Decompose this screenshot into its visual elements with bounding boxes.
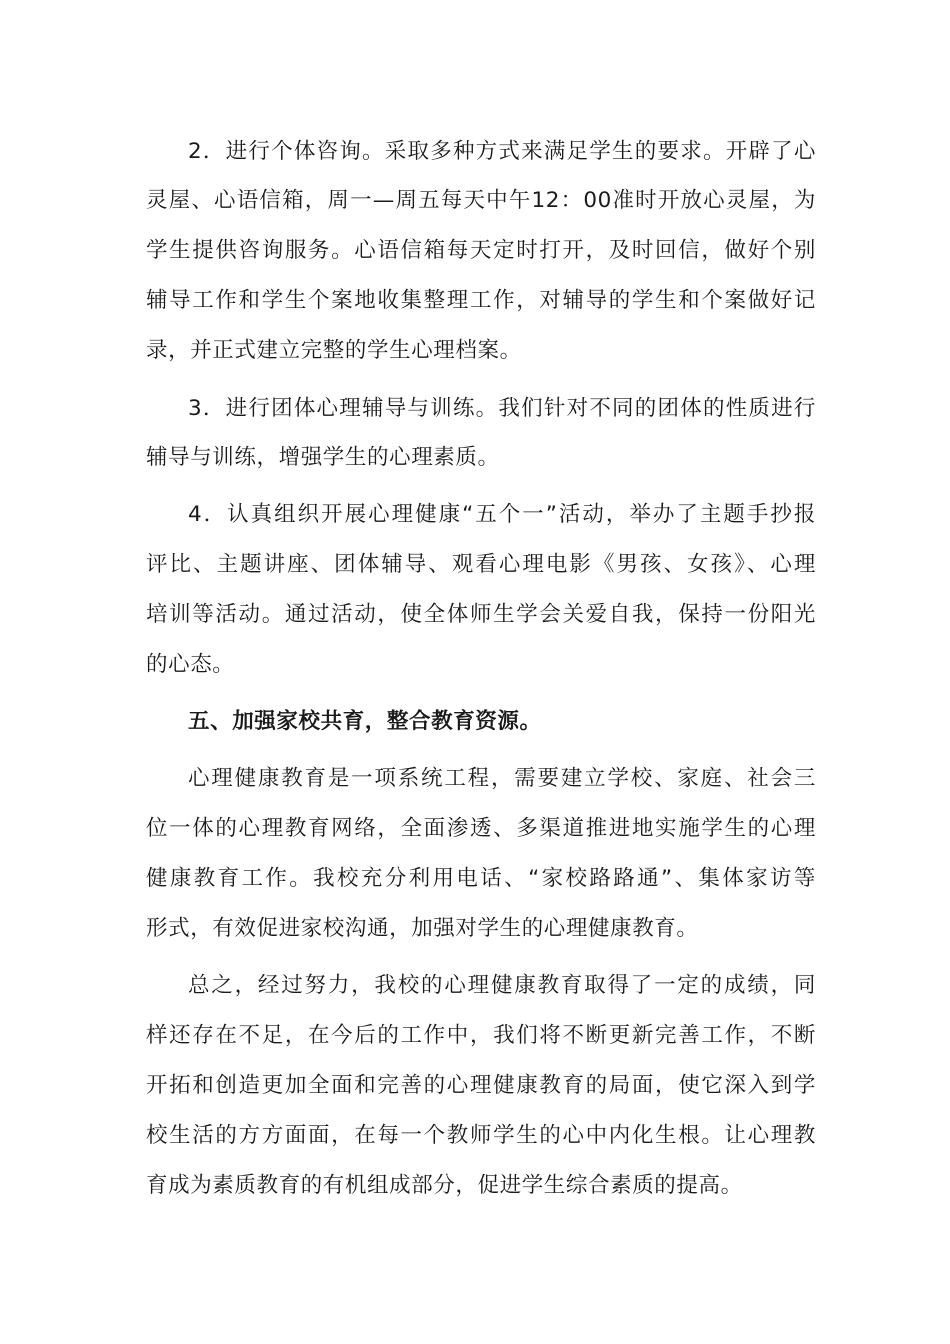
paragraph-2-line-4: 辅导工作和学生个案地收集整理工作，对辅导的学生和个案做好记 [146,288,816,313]
section-heading-5: 五、加强家校共育，整合教育资源。 [188,709,542,734]
paragraph-3-line-2: 辅导与训练，增强学生的心理素质。 [146,445,500,470]
paragraph-4-line-4: 的心态。 [146,652,235,677]
paragraph-4-line-1: 4．认真组织开展心理健康“五个一”活动，举办了主题手抄报 [188,502,816,527]
paragraph-5-line-3: 健康教育工作。我校充分利用电话、“家校路路通”、集体家访等 [146,866,816,891]
paragraph-5-line-4: 形式，有效促进家校沟通，加强对学生的心理健康教育。 [146,916,699,941]
paragraph-4-line-3: 培训等活动。通过活动，使全体师生学会关爱自我，保持一份阳光 [146,602,816,627]
paragraph-6-line-4: 校生活的方方面面，在每一个教师学生的心中内化生根。让心理教 [146,1123,816,1148]
paragraph-3-line-1: 3．进行团体心理辅导与训练。我们针对不同的团体的性质进行 [188,396,816,421]
paragraph-2-line-2: 灵屋、心语信箱，周一—周五每天中午12：00准时开放心灵屋，为 [146,188,816,213]
paragraph-6-line-5: 育成为素质教育的有机组成部分，促进学生综合素质的提高。 [146,1173,743,1198]
paragraph-6-line-3: 开拓和创造更加全面和完善的心理健康教育的局面，使它深入到学 [146,1073,816,1098]
paragraph-4-line-2: 评比、主题讲座、团体辅导、观看心理电影《男孩、女孩》、心理 [146,552,816,577]
paragraph-6-line-2: 样还存在不足，在今后的工作中，我们将不断更新完善工作，不断 [146,1023,816,1048]
paragraph-6-line-1: 总之，经过努力，我校的心理健康教育取得了一定的成绩，同 [188,973,816,998]
paragraph-5-line-2: 位一体的心理教育网络，全面渗透、多渠道推进地实施学生的心理 [146,816,816,841]
paragraph-5-line-1: 心理健康教育是一项系统工程，需要建立学校、家庭、社会三 [188,766,816,791]
paragraph-2-line-1: 2．进行个体咨询。采取多种方式来满足学生的要求。开辟了心 [188,139,816,164]
paragraph-2-line-5: 录，并正式建立完整的学生心理档案。 [146,338,522,363]
paragraph-2-line-3: 学生提供咨询服务。心语信箱每天定时打开，及时回信，做好个别 [146,238,816,263]
